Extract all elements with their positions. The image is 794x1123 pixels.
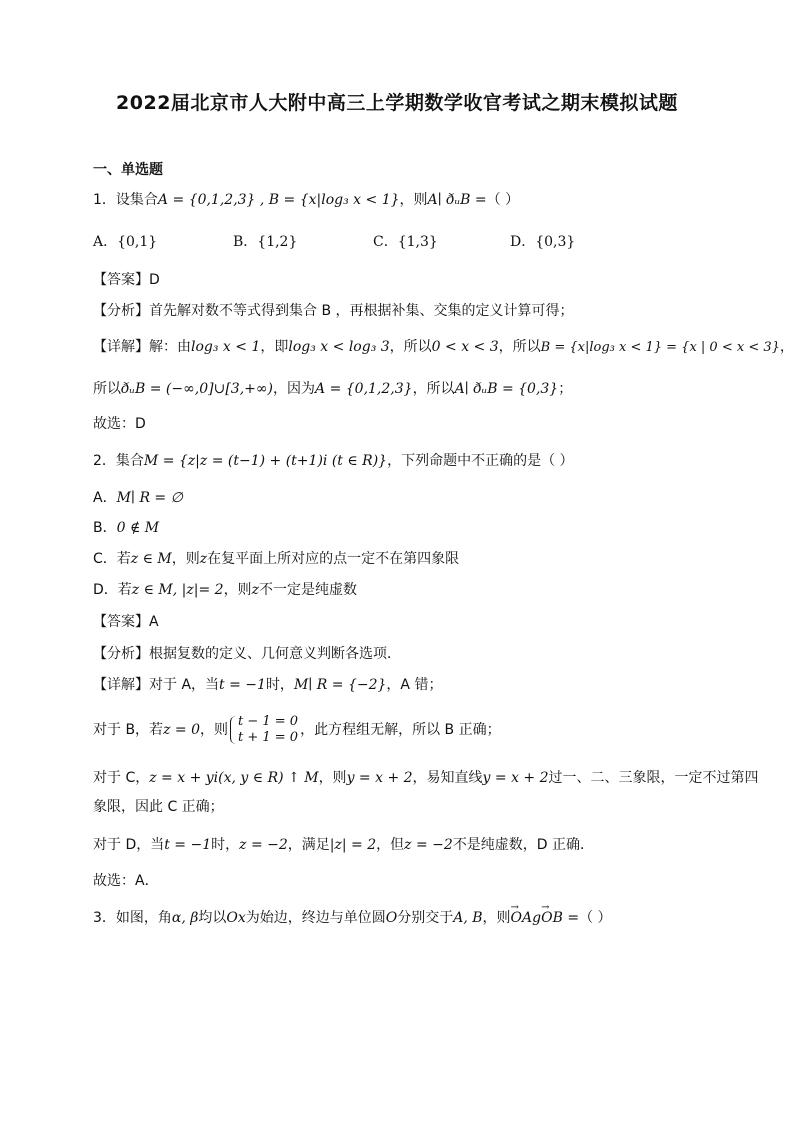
vector-oa: → OA: [511, 908, 533, 928]
q2-detail-line-2: 对于 B，若z = 0，则 t − 1 = 0 t + 1 = 0 ，此方程组无解，所以 B 正确；: [93, 714, 501, 745]
q2-option-b: B．0 ∉ M: [93, 520, 160, 536]
q2-option-d: D．若z ∈ M, |z|= 2，则z不一定是纯虚数: [93, 582, 357, 598]
q2-detail-line-1: 【详解】对于 A，当t = −1时，M∣ R = {−2}，A 错；: [93, 677, 443, 693]
question-3-stem: 3．如图，角α, β均以Ox为始边，终边与单位圆O分别交于A, B，则→ OAg→ OB =（ ）: [93, 908, 612, 928]
q2-detail-line-3b: 象限，因此 C 正确；: [93, 799, 224, 815]
question-1-stem: 1．设集合A = {0,1,2,3} , B = {x|log₃ x < 1}，则A∣ ðᵤB =（ ）: [93, 192, 520, 208]
q2-detail-line-4: 对于 D，当t = −1时，z = −2，满足|z| = 2，但z = −2不是纯虚数，D 正确．: [93, 837, 595, 853]
q1-analysis: 【分析】首先解对数不等式得到集合 B ，再根据补集、交集的定义计算可得；: [93, 303, 574, 319]
q1-conclusion: 故选：D: [93, 416, 146, 432]
q1-detail-line-2: 所以ðᵤB = (−∞,0]∪[3,+∞)，因为A = {0,1,2,3}，所以A∣ ðᵤB = {0,3}；: [93, 381, 573, 397]
q1-option-b: B．{1,2}: [233, 234, 298, 250]
q1-answer: 【答案】D: [93, 272, 160, 288]
q1-detail-line-1: 【详解】解：由log₃ x < 1，即log₃ x < log₃ 3，所以0 < x < 3，所以B = {x|log₃ x < 1} = {x | 0 < x < 3}，: [93, 339, 794, 355]
q1-option-c: C．{1,3}: [373, 234, 438, 250]
q2-option-a: A．M∣ R = ∅: [93, 490, 183, 506]
q2-answer: 【答案】A: [93, 614, 159, 630]
math-expr: A = {0,1,2,3} , B = {x|log₃ x < 1}: [157, 192, 400, 208]
q2-option-c: C．若z ∈ M，则z在复平面上所对应的点一定不在第四象限: [93, 551, 460, 567]
question-2-stem: 2．集合M = {z|z = (t−1) + (t+1)i (t ∈ R)}，下列命题中不正确的是（ ）: [93, 453, 574, 469]
q1-option-a: A．{0,1}: [93, 234, 158, 250]
equation-system: t − 1 = 0 t + 1 = 0: [230, 714, 298, 746]
section-heading: 一、单选题: [93, 162, 163, 178]
q2-detail-line-3: 对于 C，z = x + yi(x, y ∈ R) ↑ M，则y = x + 2，易知直线y = x + 2过一、二、三象限，一定不过第四: [93, 770, 759, 786]
math-expr: M = {z|z = (t−1) + (t+1)i (t ∈ R)}: [143, 453, 388, 469]
math-expr: A∣ ðᵤB =: [427, 192, 487, 208]
q1-option-d: D．{0,3}: [510, 234, 576, 250]
q2-conclusion: 故选：A．: [93, 873, 159, 889]
page-title: 2022届北京市人大附中高三上学期数学收官考试之期末模拟试题: [116, 92, 678, 114]
q2-analysis: 【分析】根据复数的定义、几何意义判断各选项．: [93, 646, 401, 662]
vector-ob: → OB: [541, 908, 563, 928]
